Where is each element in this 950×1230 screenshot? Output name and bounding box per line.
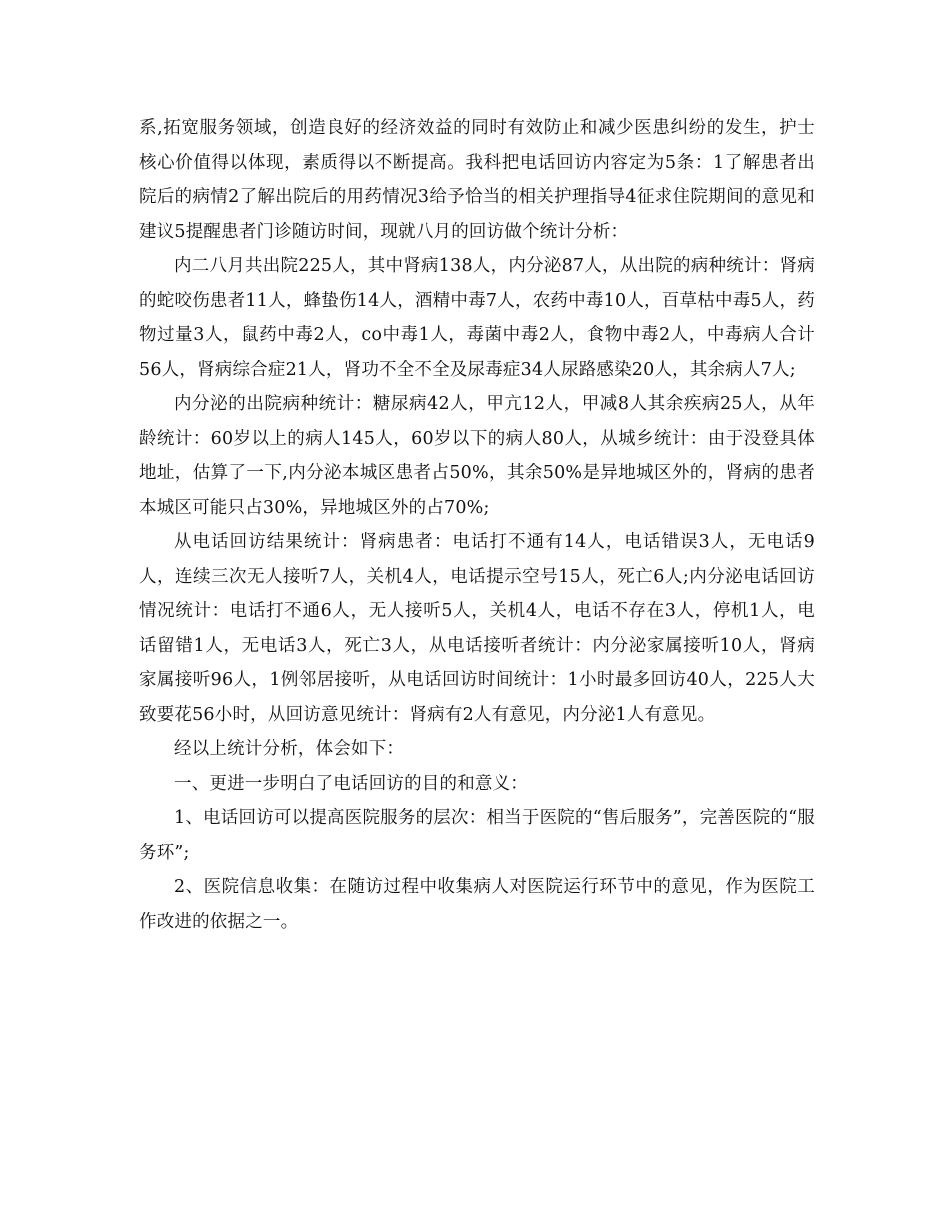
paragraph-section-heading: 一、更进一步明白了电话回访的目的和意义：: [174, 773, 528, 794]
paragraph-intro: 系,拓宽服务领域，创造良好的经济效益的同时有效防止和减少医患纠纷的发生，护士核心价值得以体现，素质得以不断提高。我科把电话回访内容定为5条：1了解患者出院后的病情2了解出院后的用药情况3给予恰当的相关护理指导4征求住院期间的意见和建议5提醒患者门诊随访时间，现就八月的回访做个统计分析：: [139, 118, 815, 242]
paragraph-call-results: 从电话回访结果统计：肾病患者：电话打不通有14人，电话错误3人，无电话9人，连续三次无人接听7人，关机4人，电话提示空号15人，死亡6人;内分泌电话回访情况统计：电话打不通6人，无人接听5人，关机4人，电话不存在3人，停机1人，电话留错1人，无电话3人，死亡3人，从电话接听者统计：内分泌家属接听10人，肾病家属接听96人，1例邻居接听，从电话回访时间统计：1小时最多回访40人，225人大致要花56小时，从回访意见统计：肾病有2人有意见，内分泌1人有意见。: [139, 532, 815, 725]
paragraph-point-1: 1、电话回访可以提高医院服务的层次：相当于医院的“售后服务”，完善医院的“服务环”;: [139, 808, 815, 863]
paragraph-nephrology-stats: 内二八月共出院225人，其中肾病138人，内分泌87人，从出院的病种统计：肾病的蛇咬伤患者11人，蜂蛰伤14人，酒精中毒7人，农药中毒10人，百草枯中毒5人，药物过量3人，鼠药中毒2人，co中毒1人，毒菌中毒2人，食物中毒2人，中毒病人合计56人，肾病综合症21人，肾功不全不全及尿毒症34人尿路感染20人，其余病人7人;: [139, 256, 815, 380]
paragraph-point-2: 2、医院信息收集：在随访过程中收集病人对医院运行环节中的意见，作为医院工作改进的依据之一。: [139, 877, 815, 932]
paragraph-summary-intro: 经以上统计分析，体会如下：: [174, 739, 405, 759]
paragraph-endocrine-stats: 内分泌的出院病种统计：糖尿病42人，甲亢12人，甲减8人其余疾病25人，从年龄统计：60岁以上的病人145人，60岁以下的病人80人，从城乡统计：由于没登具体地址，估算了一下,内分泌本城区患者占50%，其余50%是异地城区外的，肾病的患者本城区可能只占30%，异地城区外的占70%;: [139, 394, 815, 518]
document-body: [139, 111, 815, 939]
